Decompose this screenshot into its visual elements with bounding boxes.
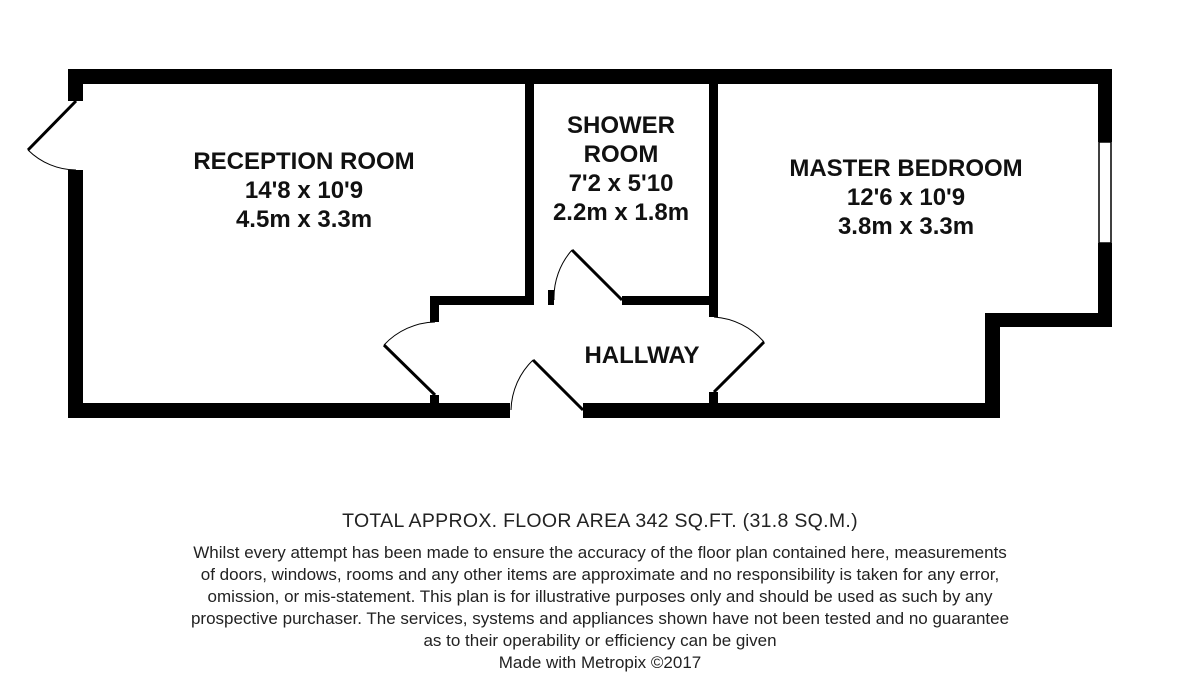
disclaimer-line: as to their operability or efficiency can be given <box>423 631 777 650</box>
reception-imperial: 14'8 x 10'9 <box>244 177 364 204</box>
wall-step-horizontal <box>985 313 1112 327</box>
wall-shower-stub <box>548 290 554 305</box>
wall-hall-top-right <box>622 296 718 305</box>
disclaimer-line: Whilst every attempt has been made to ensure the accuracy of the floor plan contained here, measurements <box>193 543 1007 562</box>
room-labels <box>193 112 1022 369</box>
shower-metric: 2.2m x 1.8m <box>552 199 690 226</box>
bedroom-imperial: 12'6 x 10'9 <box>846 184 966 211</box>
door-swing-entrance <box>28 150 76 170</box>
bedroom-metric: 3.8m x 3.3m <box>837 213 975 240</box>
metropix-credit: Made with Metropix ©2017 <box>498 653 702 672</box>
wall-reception-shower <box>525 69 534 296</box>
wall-hall-top-left <box>430 296 534 305</box>
wall-hall-left-stub-bottom <box>430 395 439 418</box>
door-leaf-entrance <box>28 101 76 150</box>
door-leaf-bedroom <box>714 342 764 392</box>
disclaimer-line: of doors, windows, rooms and any other items are approximate and no responsibility is taken for any error, <box>200 565 1000 584</box>
wall-left-upper <box>68 69 83 101</box>
door-leaf-hall-entry <box>533 360 583 410</box>
wall-hall-left-stub <box>430 296 439 322</box>
reception-metric: 4.5m x 3.3m <box>235 206 373 233</box>
disclaimer <box>0 542 1200 674</box>
shower-imperial: 7'2 x 5'10 <box>568 170 674 197</box>
door-swing-bedroom <box>714 317 764 342</box>
wall-left-lower <box>68 170 83 418</box>
bedroom-name: MASTER BEDROOM <box>789 155 1023 182</box>
disclaimer-line: omission, or mis-statement. This plan is for illustrative purposes only and should be used as such by any <box>207 587 993 606</box>
wall-top <box>68 69 1112 84</box>
wall-right-upper <box>1098 69 1112 142</box>
door-swing-reception <box>384 322 435 345</box>
total-floor-area: TOTAL APPROX. FLOOR AREA 342 SQ.FT. (31.8 SQ.M.) <box>342 510 858 532</box>
shower-name-line2: ROOM <box>583 141 659 168</box>
wall-bottom-reception <box>68 403 510 418</box>
wall-bottom-right <box>583 403 1000 418</box>
wall-step-vertical <box>985 313 1000 418</box>
hallway-name: HALLWAY <box>584 342 700 369</box>
window-bedroom <box>1099 142 1111 243</box>
reception-name: RECEPTION ROOM <box>193 148 415 175</box>
door-swing-hall-entry <box>511 360 533 410</box>
disclaimer-line: prospective purchaser. The services, systems and appliances shown have not been tested and no guarantee <box>190 609 1010 628</box>
door-leaf-reception <box>384 345 435 395</box>
wall-hall-right-stub-bottom <box>709 392 718 418</box>
door-leaf-shower <box>572 250 622 300</box>
wall-shower-bedroom <box>709 69 718 317</box>
shower-name-line1: SHOWER <box>567 112 675 139</box>
door-swing-shower <box>554 250 572 300</box>
